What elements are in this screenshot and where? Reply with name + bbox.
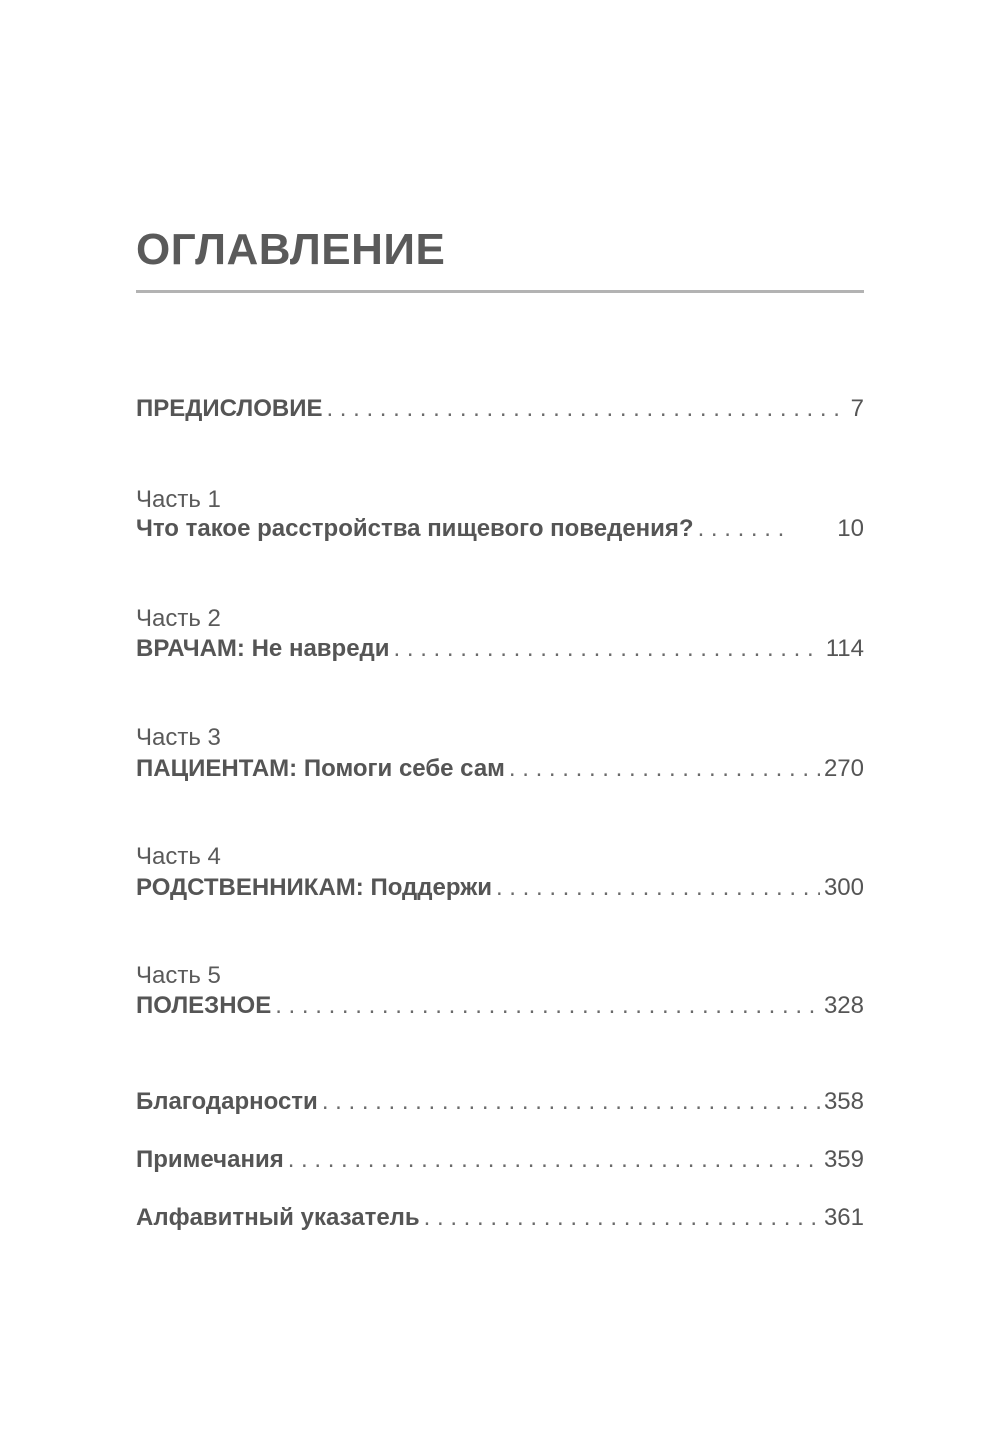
- toc-page-number: 300: [823, 874, 864, 901]
- dot-leader: [509, 753, 820, 785]
- toc-entry-notes[interactable]: [136, 1144, 864, 1176]
- toc-entry-name: [136, 753, 505, 785]
- toc-entry-name-rest: Поддержи: [370, 874, 492, 901]
- toc-page-number: 361: [823, 1204, 864, 1231]
- dot-leader: [698, 513, 784, 545]
- toc-entry-part-4[interactable]: [136, 872, 864, 904]
- toc-page-number: 359: [823, 1146, 864, 1173]
- toc-page: [136, 0, 864, 1452]
- dot-leader: [424, 1202, 820, 1234]
- toc-entry-index[interactable]: [136, 1202, 864, 1234]
- toc-page-number: 270: [823, 755, 864, 782]
- toc-entry-name-rest: Не навреди: [251, 635, 390, 662]
- toc-page-number: 358: [823, 1088, 864, 1115]
- toc-entry-name: Что такое расстройства пищевого поведения?: [136, 515, 694, 542]
- toc-entry-name: Примечания: [136, 1146, 284, 1173]
- toc-entry-name-bold: РОДСТВЕННИКАМ:: [136, 874, 364, 901]
- toc-entry-acknowledgements[interactable]: [136, 1086, 864, 1118]
- toc-entry-name-rest: Помоги себе сам: [303, 755, 505, 782]
- toc-page-number: 10: [837, 515, 864, 542]
- toc-entry-name: ПРЕДИСЛОВИЕ: [136, 395, 323, 422]
- toc-page-number: 328: [823, 992, 864, 1019]
- toc-entry-part-5[interactable]: [136, 990, 864, 1022]
- toc-entry-name-bold: ПАЦИЕНТАМ:: [136, 755, 298, 782]
- toc-page-number: 7: [850, 395, 864, 422]
- toc-entry-name-bold: ВРАЧАМ:: [136, 635, 245, 662]
- part-label: Часть 1: [136, 486, 221, 513]
- part-label: Часть 4: [136, 843, 221, 870]
- toc-entry-name: [136, 872, 492, 904]
- toc-page-number: 114: [825, 635, 864, 662]
- dot-leader: [322, 1086, 820, 1118]
- toc-entry-part-2[interactable]: [136, 633, 864, 665]
- toc-entry-name: ПОЛЕЗНОЕ: [136, 992, 272, 1019]
- part-label: Часть 2: [136, 605, 221, 632]
- toc-entry-name: [136, 633, 390, 665]
- toc-entry-preface[interactable]: [136, 393, 864, 425]
- toc-entry-name: Благодарности: [136, 1088, 318, 1115]
- title-divider: [136, 290, 864, 293]
- dot-leader: [275, 990, 820, 1022]
- dot-leader: [326, 393, 846, 425]
- part-label: Часть 3: [136, 724, 221, 751]
- dot-leader: [394, 633, 822, 665]
- toc-entry-part-1[interactable]: [136, 513, 864, 545]
- page-title: ОГЛАВЛЕНИЕ: [136, 225, 446, 274]
- dot-leader: [496, 872, 820, 904]
- part-label: Часть 5: [136, 962, 221, 989]
- toc-entry-name: Алфавитный указатель: [136, 1204, 420, 1231]
- dot-leader: [288, 1144, 820, 1176]
- toc-entry-part-3[interactable]: [136, 753, 864, 785]
